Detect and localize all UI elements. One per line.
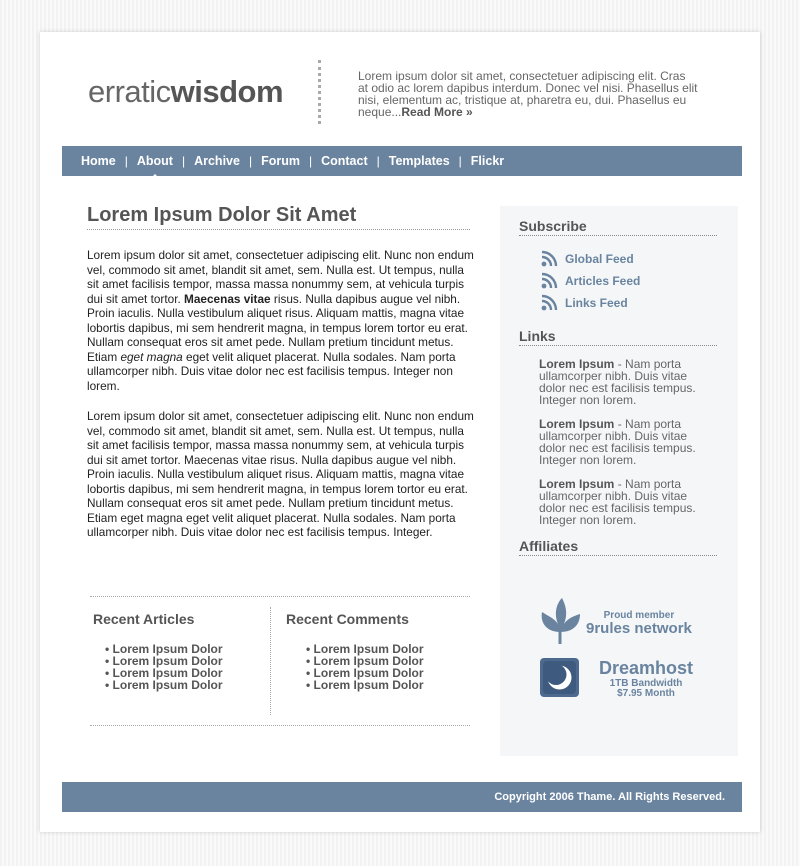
lists-divider [270,607,271,715]
link-desc: - Nam porta ullamcorper nibh. Duis vitae dolor nec est facilisis tempus. Integer non lorem. [539,477,696,527]
read-more-link[interactable]: Read More » [401,105,473,119]
nav-templates[interactable]: Templates [388,154,450,168]
footer [62,782,742,812]
nav-separator: | [124,154,128,168]
post-italic-text: eget magna [120,349,183,364]
9rules-name: 9rules network [586,620,692,637]
9rules-caption: Proud member [603,610,675,621]
dreamhost-bandwidth: 1TB Bandwidth [609,678,683,689]
nav-archive[interactable]: Archive [194,154,240,168]
nav-separator: | [308,154,313,168]
links-heading: Links [519,328,717,346]
rss-icon [541,294,558,311]
post-bold-text: Maecenas vitae [184,291,271,306]
nav-separator: | [248,154,253,168]
link-entry [539,358,709,406]
rss-icon [541,250,558,267]
sidebar [500,206,738,756]
nav-flickr[interactable]: Flickr [470,154,505,168]
list-item[interactable]: • Lorem Ipsum Dolor [306,642,424,656]
recent-comments [286,611,424,691]
nav-about[interactable]: About [136,154,173,168]
recent-articles [93,611,223,691]
subscribe-heading: Subscribe [519,218,717,236]
affiliates-heading: Affiliates [519,538,717,556]
nav-forum[interactable]: Forum [261,154,300,168]
nav-separator: | [376,154,380,168]
intro-text [358,70,698,118]
link-desc: - Nam porta ullamcorper nibh. Duis vitae dolor nec est facilisis tempus. Integer non lorem. [539,357,696,407]
header-divider [318,60,321,124]
post-title[interactable]: Lorem Ipsum Dolor Sit Amet [87,204,470,230]
post-paragraph-2: Lorem ipsum dolor sit amet, consectetuer adipiscing elit. Nunc non endum vel, commodo sit amet, blandit sit amet, sem. Nulla est. Ut tempus, nulla sit amet facilisis tempor, massa massa nonummy sem, at vehicula turpis dui sit amet tortor. Maecenas vitae risus. Nulla dapibus augue vel nibh. Proin iaculis. Nulla vestibulum aliquet risus. Aliquam mattis, magna vitae lobortis dapibus, mi sem hendrerit magna, in tempus lorem tortor eu erat. Nullam consequat eros sit amet pede. Nullam pretium tincidunt metus. Etiam eget magna eget velit aliquet placerat. Nulla sodales. Nam porta ullamcorper nibh. Duis vitae dolor nec est facilisis tempus. Integer. [87,409,474,539]
feed-links[interactable] [541,294,628,311]
list-item[interactable]: • Lorem Ipsum Dolor [306,654,424,668]
recent-lists [90,596,470,726]
link-desc: - Nam porta ullamcorper nibh. Duis vitae dolor nec est facilisis tempus. Integer non lorem. [539,417,696,467]
recent-articles-title: Recent Articles [93,611,195,627]
dreamhost-badge[interactable] [540,658,710,700]
post-text: eget velit aliquet placerat. Nulla sodales. Nam porta ullamcorper nibh. Duis vitae dolor nec est facilisis tempus. Integer non lorem. [87,349,456,393]
intro-body: Lorem ipsum dolor sit amet, consectetuer adipiscing elit. Cras at odio ac lorem dapibus interdum. Donec vel nisi. Phasellus elit nisi, elementum ac, tristique at, pharetra eu, dui. Phasellus eu neque... [358,69,698,119]
link-entry [539,478,709,526]
list-item[interactable]: • Lorem Ipsum Dolor [105,654,223,668]
feed-label: Articles Feed [565,273,641,288]
rss-icon [541,272,558,289]
list-item[interactable]: • Lorem Ipsum Dolor [105,666,223,680]
nav-contact[interactable]: Contact [321,154,368,168]
dreamhost-name: Dreamhost [598,658,694,678]
leaf-icon [540,596,582,646]
feed-global[interactable] [541,250,634,267]
main-nav [62,146,742,176]
list-item[interactable]: • Lorem Ipsum Dolor [105,678,223,692]
moon-icon [540,658,579,697]
page-container [40,32,760,832]
post-text: risus. Nulla dapibus augue vel nibh. Proin iaculis. Nulla vestibulum aliquet risus. Aliquam mattis, magna vitae lobortis dapibus, mi sem hendrerit magna, in tempus lorem tortor eu erat. Nullam consequat eros sit amet pede. Nullam pretium tincidunt metus. Etiam [87,291,468,364]
post-text: Lorem ipsum dolor sit amet, consectetuer adipiscing elit. Nunc non endum vel, commodo sit amet, blandit sit amet, sem. Nulla est. Ut tempus, nulla sit amet facilisis tempor, massa massa nonummy sem, at vehicula turpis dui sit amet tortor. [87,248,474,306]
9rules-badge[interactable] [540,596,710,646]
dreamhost-price: $7.95 Month [617,688,675,699]
site-logo[interactable] [88,74,283,110]
feed-label: Links Feed [565,295,628,310]
nav-home[interactable]: Home [81,154,116,168]
logo-light-text: erratic [88,74,171,109]
link-name[interactable]: Lorem Ipsum [539,417,615,431]
dreamhost-text [598,658,694,699]
9rules-text [586,610,692,637]
copyright-text: Copyright 2006 Thame. All Rights Reserved. [494,791,725,803]
feed-label: Global Feed [565,251,634,266]
list-item[interactable]: • Lorem Ipsum Dolor [306,666,424,680]
logo-bold-text: wisdom [170,74,284,109]
post-paragraph-1 [87,248,477,393]
link-entry [539,418,709,466]
list-item[interactable]: • Lorem Ipsum Dolor [306,678,424,692]
link-name[interactable]: Lorem Ipsum [539,477,615,491]
link-name[interactable]: Lorem Ipsum [539,357,615,371]
recent-comments-title: Recent Comments [286,611,409,627]
main-content [87,204,477,540]
nav-separator: | [181,154,186,168]
list-item[interactable]: • Lorem Ipsum Dolor [105,642,223,656]
feed-articles[interactable] [541,272,640,289]
dreamhost-logo [540,658,579,697]
nav-separator: | [458,154,462,168]
